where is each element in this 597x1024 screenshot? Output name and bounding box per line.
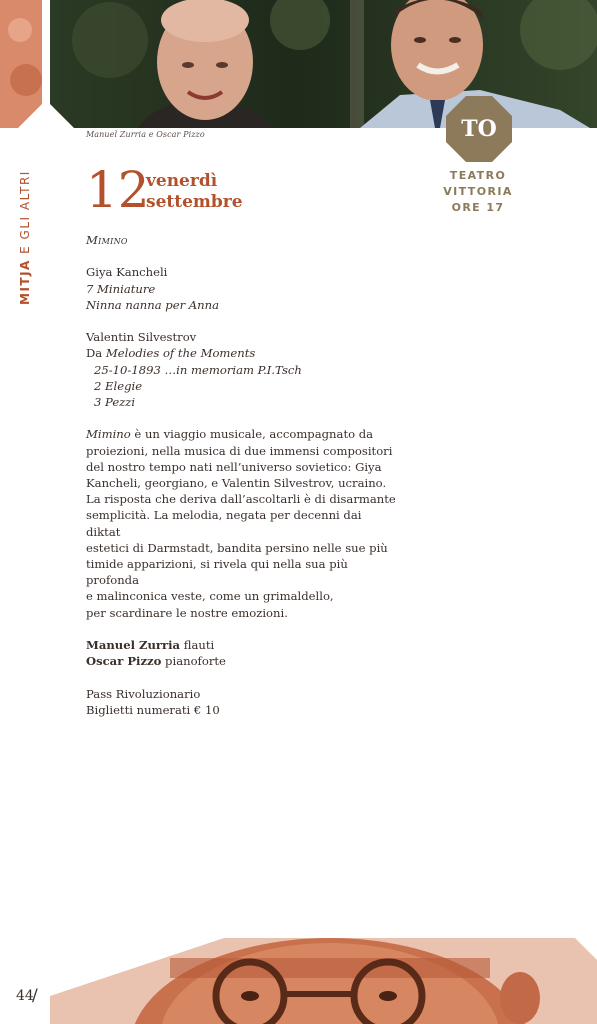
venue-line1: TEATRO: [449, 169, 507, 182]
date-month: settembre: [146, 192, 243, 212]
section-label-bold: MITJA: [18, 259, 32, 305]
footer-photo: [50, 938, 597, 1024]
work-title: 2 Elegie: [94, 378, 143, 393]
collection-title: Melodies of the Moments: [105, 346, 256, 361]
section-label: [18, 170, 32, 305]
work-title: 25-10-1893 …in memoriam P.I.Tsch: [94, 362, 302, 377]
date-words: [146, 171, 243, 213]
photo-caption: Manuel Zurria e Oscar Pizzo: [86, 130, 205, 139]
description-line: La risposta che deriva dall’ascoltarli è di disarmante: [86, 492, 396, 507]
performer: [86, 653, 396, 669]
venue-line2: VITTORIA: [443, 185, 513, 198]
work-title: 7 Miniature: [86, 281, 156, 296]
performer-role: flauti: [180, 638, 215, 653]
performer-role: pianoforte: [161, 654, 226, 669]
description-line: e malinconica veste, come un grimaldello,: [86, 589, 334, 604]
date-day-number: 12: [86, 161, 150, 219]
section-label-rest: E GLI ALTRI: [18, 170, 32, 260]
composer-name: Giya Kancheli: [86, 265, 168, 280]
description-line: Kancheli, georgiano, e Valentin Silvestrov, ucraino.: [86, 476, 387, 490]
work-title: 3 Pezzi: [94, 395, 136, 409]
program-content: [86, 232, 396, 718]
page-slash: /: [32, 986, 38, 1006]
venue-time: ORE 17: [451, 201, 505, 214]
pass-info: Pass Rivoluzionario: [86, 686, 201, 701]
page-number: 44: [16, 988, 34, 1004]
description-line: semplicità. La melodia, negata per decenni dai diktat: [86, 508, 362, 539]
description-line: estetici di Darmstadt, bandita persino nelle sue più: [86, 540, 388, 555]
corner-decoration: [0, 0, 42, 128]
composer-name: Valentin Silvestrov: [86, 330, 197, 345]
work-collection: [86, 345, 396, 361]
description-line: per scardinare le nostre emozioni.: [86, 605, 288, 620]
work-prefix: Da: [86, 346, 106, 361]
description-line: timide apparizioni, si rivela qui nella sua più profonda: [86, 557, 348, 588]
description-line: del nostro tempo nati nell’universo sovietico: Giya: [86, 459, 382, 474]
date-weekday: venerdì: [146, 171, 218, 191]
work-title: Ninna nanna per Anna: [86, 297, 220, 312]
performer: [86, 637, 396, 653]
venue-info: [430, 168, 526, 216]
performer-name: Manuel Zurria: [86, 638, 181, 653]
description-line: Mimino è un viaggio musicale, accompagnato da: [86, 427, 374, 442]
program-title: Mimino: [86, 233, 128, 247]
description-line: proiezioni, nella musica di due immensi compositori: [86, 443, 393, 458]
performer-name: Oscar Pizzo: [86, 654, 162, 669]
city-badge: [446, 96, 512, 162]
city-code: TO: [461, 116, 497, 142]
ticket-info: Biglietti numerati € 10: [86, 702, 220, 717]
description-title: Mimino: [86, 427, 131, 442]
